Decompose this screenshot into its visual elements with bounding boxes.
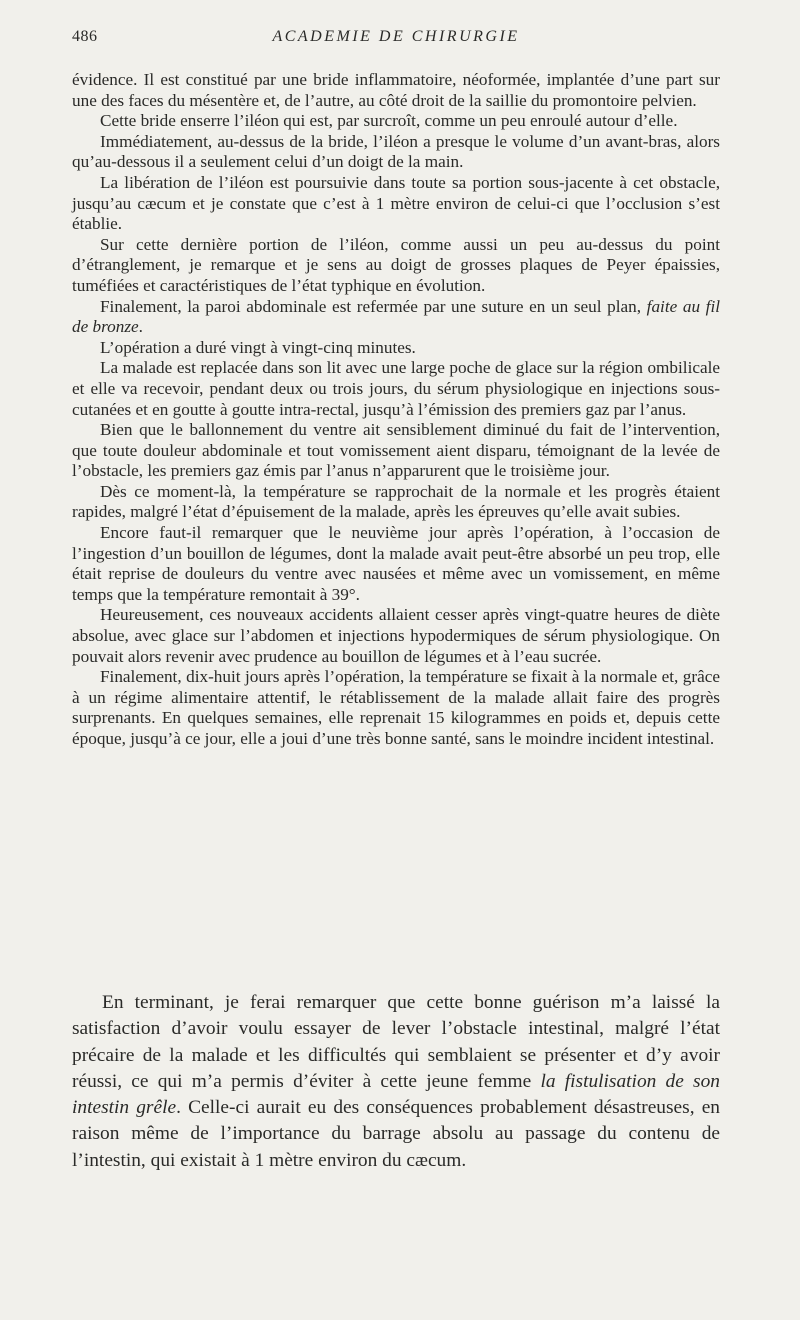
paragraph-text: .: [138, 317, 143, 337]
paragraph: Immédiatement, au-dessus de la bride, l’iléon a presque le volume d’un avant-bras, alors qu’au-dessous il a seulement celui d’un doigt de la main.: [72, 131, 720, 172]
conclusion-block: [72, 990, 720, 1174]
paragraph: La malade est replacée dans son lit avec une large poche de glace sur la région ombilicale et elle va recevoir, pendant deux ou trois jours, du sérum physiologique en injections sous-cutanées et en goutte à goutte intra-rectal, jusqu’à l’émission des premiers gaz par l’anus.: [72, 358, 720, 419]
paragraph: La libération de l’iléon est poursuivie dans toute sa portion sous-jacente à cet obstacle, jusqu’au cæcum et je constate que c’est à 1 mètre environ de celui-ci que l’occlusion s’est établie.: [72, 172, 720, 234]
page-number: 486: [72, 28, 98, 45]
italic-phrase: faite au fil de bronze: [72, 296, 721, 337]
paragraph: Encore faut-il remarquer que le neuvième jour après l’opération, à l’occasion de l’ingestion d’un bouillon de légumes, dont la malade avait peut-être absorbé un peu trop, elle était reprise de douleurs du ventre avec nausées et même avec un vomissement, en même temps que la température remontait à 39°.: [72, 523, 720, 604]
page-header: [72, 28, 720, 54]
running-title: ACADEMIE DE CHIRURGIE: [272, 28, 520, 45]
paragraph: Cette bride enserre l’iléon qui est, par surcroît, comme un peu enroulé autour d’elle.: [100, 111, 678, 131]
paragraph: Sur cette dernière portion de l’iléon, comme aussi un peu au-dessus du point d’étranglement, je remarque et je sens au doigt de grosses plaques de Peyer épaissies, tuméfiées et caractéristiques de l’état typhique en évolution.: [72, 234, 720, 295]
conclusion-text: En terminant, je ferai remarquer que cette bonne guérison m’a laissé la satisfaction d’avoir voulu essayer de lever l’obstacle intestinal, malgré l’état précaire de la malade et les difficultés qui semblaient se présenter et d’y avoir réussi, ce qui m’a permis d’éviter à cette jeune femme: [72, 992, 720, 1092]
paragraph: [72, 297, 720, 338]
paragraph-text: Finalement, la paroi abdominale est refermée par une suture en un seul plan,: [100, 296, 647, 316]
paragraph: Finalement, dix-huit jours après l’opération, la température se fixait à la normale et, grâce à un régime alimentaire attentif, le rétablissement de la malade allait faire des progrès surprenants. En quelques semaines, elle reprenait 15 kilogrammes en poids et, depuis cette époque, jusqu’à ce jour, elle a joui d’une très bonne santé, sans le moindre incident intestinal.: [72, 667, 720, 748]
italic-phrase: la fistulisation de son intestin grêle: [72, 1070, 720, 1119]
paragraph-continuation: évidence. Il est constitué par une bride inflammatoire, néoformée, implantée d’une part sur une des faces du mésentère et, de l’autre, au côté droit de la saillie du promontoire pelvien.: [72, 70, 720, 110]
conclusion-text: . Celle-ci aurait eu des conséquences probablement désastreuses, en raison même de l’importance du barrage absolu au passage du contenu de l’intestin, qui existait à 1 mètre environ du cæcum.: [72, 1097, 720, 1171]
paragraph: Heureusement, ces nouveaux accidents allaient cesser après vingt-quatre heures de diète absolue, avec glace sur l’abdomen et injections hypodermiques de sérum physiologique. On pouvait alors revenir avec prudence au bouillon de légumes et à l’eau sucrée.: [72, 605, 720, 666]
paragraph: L’opération a duré vingt à vingt-cinq minutes.: [100, 337, 416, 357]
paragraph: Dès ce moment-là, la température se rapprochait de la normale et les progrès étaient rapides, malgré l’état d’épuisement de la malade, après les épreuves qu’elle avait subies.: [72, 481, 720, 522]
conclusion-paragraph: [72, 990, 720, 1174]
body-text: [72, 70, 720, 750]
paragraph: Bien que le ballonnement du ventre ait sensiblement diminué du fait de l’intervention, que toute douleur abdominale et tout vomissement aient disparu, témoignant de la levée de l’obstacle, les premiers gaz émis par l’anus n’apparurent que le troisième jour.: [72, 420, 720, 481]
